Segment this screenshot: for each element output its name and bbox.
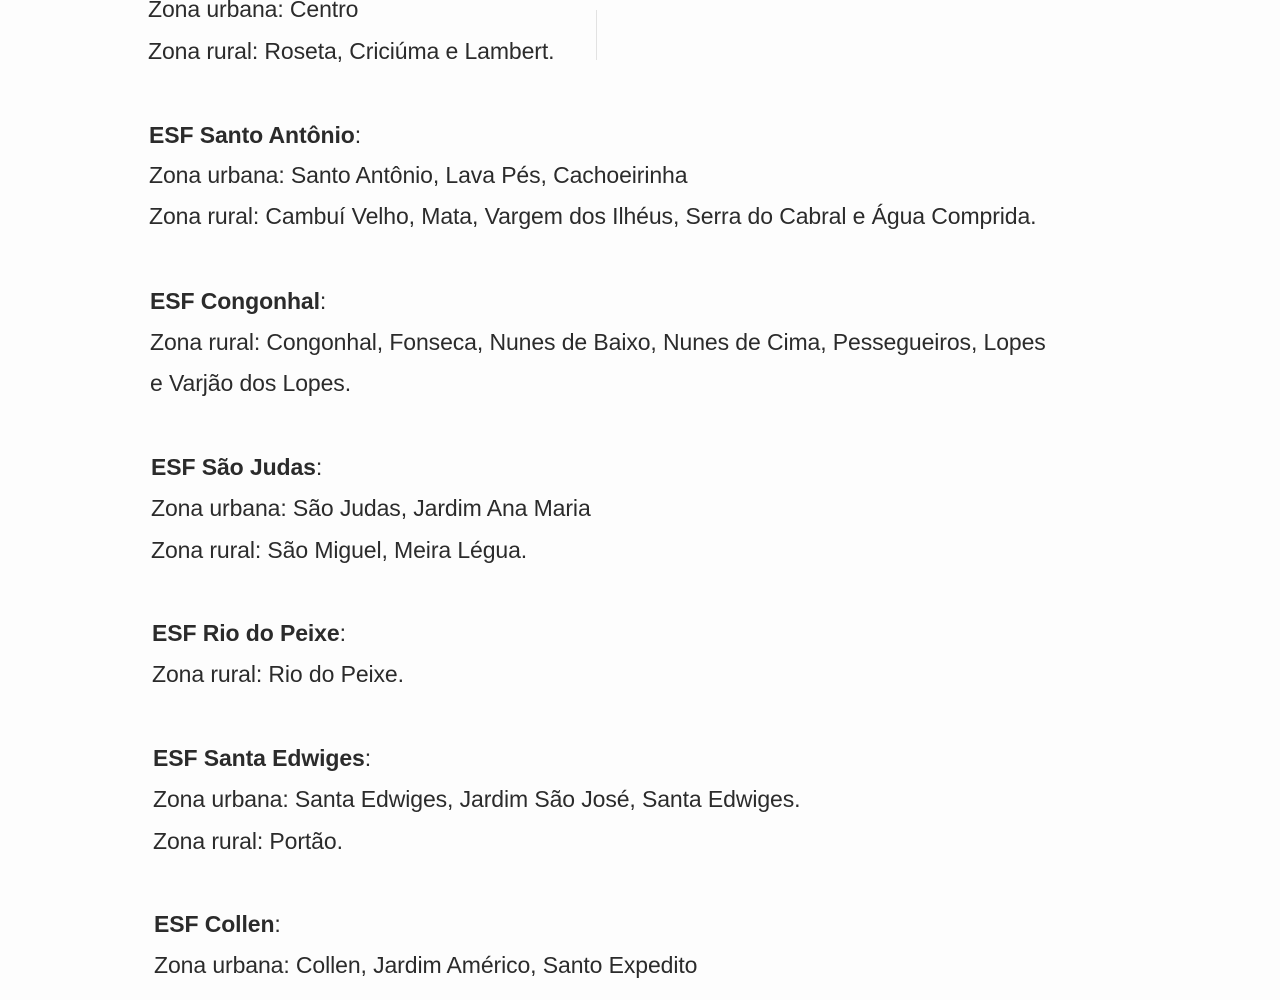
section-heading-congonhal xyxy=(150,287,326,315)
section-heading-sao-judas xyxy=(151,453,322,481)
intro-urban-zone: Zona urbana: Centro xyxy=(148,0,359,22)
section-name: ESF Santo Antônio xyxy=(149,122,355,148)
section-name: ESF São Judas xyxy=(151,454,316,480)
sao-judas-urban-zone: Zona urbana: São Judas, Jardim Ana Maria xyxy=(151,495,591,521)
heading-colon: : xyxy=(319,288,327,314)
santa-edwiges-urban-zone: Zona urbana: Santa Edwiges, Jardim São José, Santa Edwiges. xyxy=(153,786,801,812)
heading-colon: : xyxy=(354,122,362,148)
heading-colon: : xyxy=(274,911,281,937)
santa-edwiges-rural-zone: Zona rural: Portão. xyxy=(153,828,343,854)
section-name: ESF Congonhal xyxy=(150,288,320,314)
heading-colon: : xyxy=(315,454,323,480)
collen-urban-zone: Zona urbana: Collen, Jardim Américo, Santo Expedito xyxy=(154,952,698,978)
congonhal-rural-zone-continued: e Varjão dos Lopes. xyxy=(150,370,351,396)
heading-colon: : xyxy=(364,745,372,771)
santo-antonio-urban-zone: Zona urbana: Santo Antônio, Lava Pés, Cachoeirinha xyxy=(149,162,688,188)
section-heading-santo-antonio xyxy=(149,121,361,149)
section-name: ESF Collen xyxy=(154,911,275,937)
section-heading-santa-edwiges xyxy=(153,744,371,772)
scan-artifact-line xyxy=(596,10,597,60)
section-name: ESF Rio do Peixe xyxy=(152,620,340,646)
section-heading-collen xyxy=(154,910,281,938)
intro-rural-zone: Zona rural: Roseta, Criciúma e Lambert. xyxy=(148,38,555,64)
section-name: ESF Santa Edwiges xyxy=(153,745,365,771)
section-heading-rio-do-peixe xyxy=(152,619,346,647)
heading-colon: : xyxy=(339,620,346,646)
santo-antonio-rural-zone: Zona rural: Cambuí Velho, Mata, Vargem dos Ilhéus, Serra do Cabral e Água Comprida. xyxy=(149,203,1037,229)
congonhal-rural-zone: Zona rural: Congonhal, Fonseca, Nunes de Baixo, Nunes de Cima, Pessegueiros, Lopes xyxy=(150,329,1046,355)
rio-do-peixe-rural-zone: Zona rural: Rio do Peixe. xyxy=(152,661,404,687)
sao-judas-rural-zone: Zona rural: São Miguel, Meira Légua. xyxy=(151,537,528,563)
